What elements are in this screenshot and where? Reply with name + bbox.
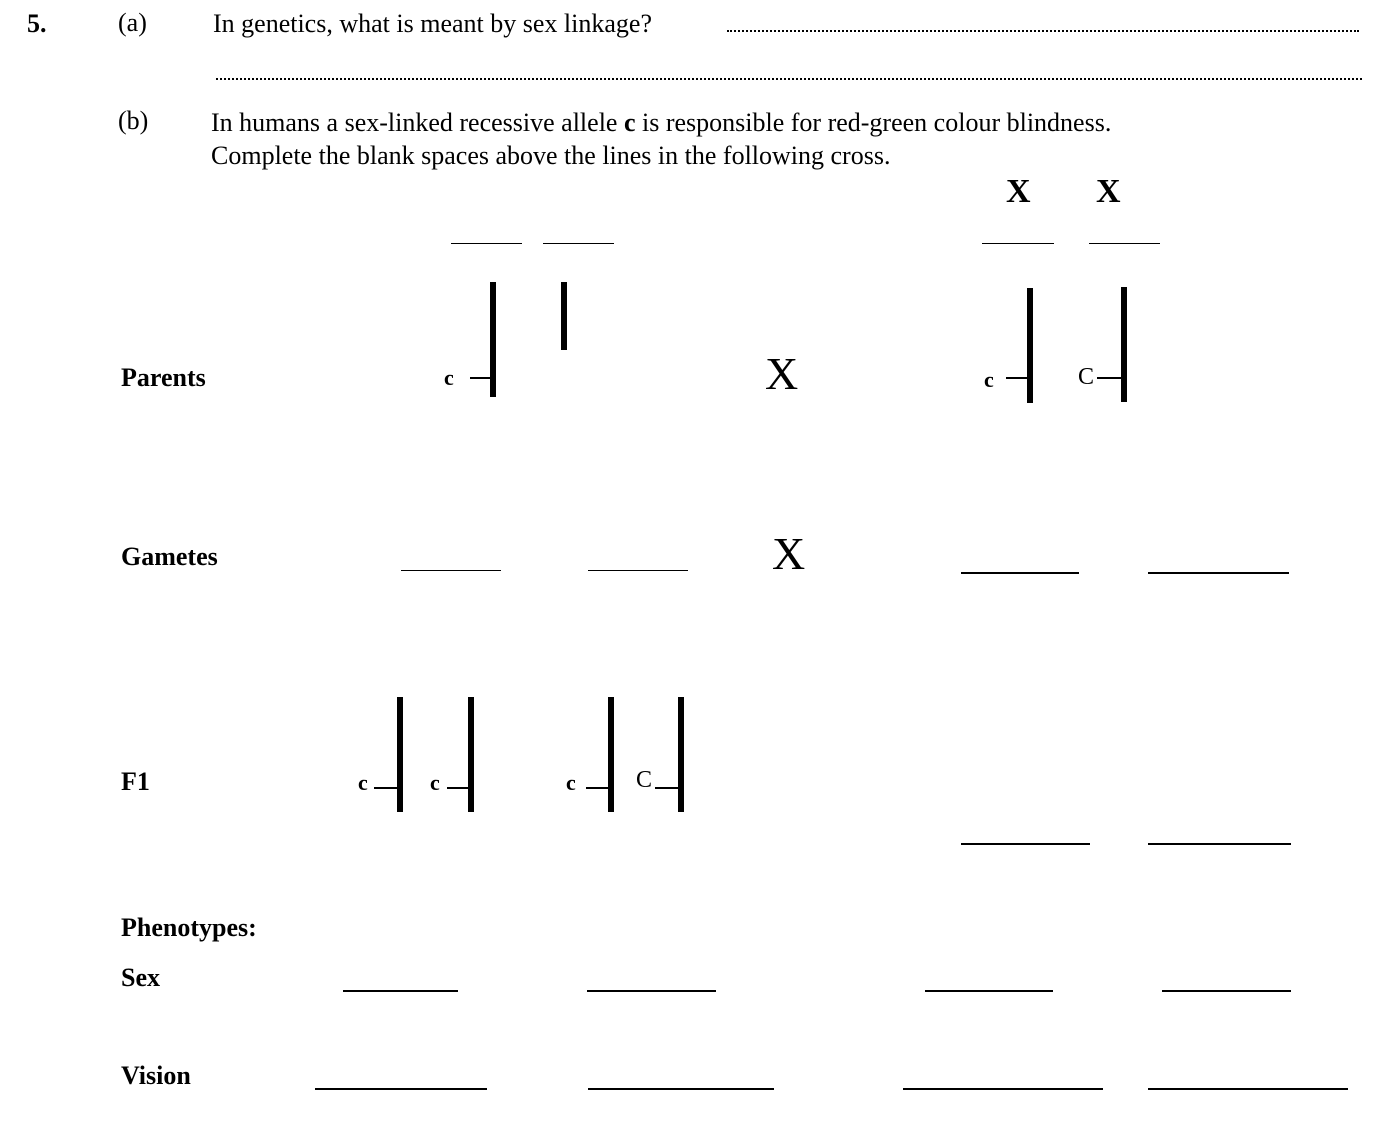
gametes-label: Gametes [121, 542, 218, 571]
vision-blank-1[interactable] [315, 1088, 487, 1090]
f1-blank-1[interactable] [961, 843, 1090, 845]
parent2-allele-2: C [1078, 364, 1095, 390]
female-x-label-1: X [1006, 173, 1031, 210]
f1-allele-2: c [430, 770, 440, 795]
phenotypes-label: Phenotypes: [121, 913, 257, 942]
parent2-allele-tick-2 [1097, 377, 1121, 379]
parent2-blank-2[interactable] [1089, 243, 1160, 244]
parent1-blank-1[interactable] [451, 243, 522, 244]
parent1-allele-1: c [444, 365, 454, 390]
f1-allele-tick-4 [655, 787, 679, 789]
vision-label: Vision [121, 1061, 191, 1090]
f1-chromosome-1 [397, 697, 403, 812]
part-b-text-post: is responsible for red-green colour blindness. [635, 108, 1112, 137]
question-number: 5. [27, 9, 47, 38]
recessive-allele-symbol: c [623, 108, 636, 137]
sex-blank-4[interactable] [1162, 990, 1291, 992]
sex-label: Sex [121, 963, 160, 992]
f1-chromosome-3 [608, 697, 614, 812]
parent2-allele-tick-1 [1006, 377, 1028, 379]
parent1-x-chromosome [490, 282, 496, 397]
gamete-blank-2[interactable] [588, 570, 688, 571]
parent2-blank-1[interactable] [982, 243, 1054, 244]
answer-line-a-2[interactable] [216, 78, 1362, 80]
f1-allele-4: C [636, 767, 653, 793]
part-b-text-line1 [211, 106, 1111, 139]
part-a-label: (a) [118, 8, 147, 37]
f1-allele-1: c [358, 770, 368, 795]
gamete-blank-1[interactable] [401, 570, 501, 571]
gamete-blank-4[interactable] [1148, 572, 1289, 574]
f1-allele-tick-3 [586, 787, 610, 789]
part-b-text-line2: Complete the blank spaces above the lines in the following cross. [211, 141, 891, 170]
parents-label: Parents [121, 363, 206, 392]
f1-chromosome-4 [678, 697, 684, 812]
sex-blank-1[interactable] [343, 990, 458, 992]
parents-cross-symbol: X [765, 348, 799, 399]
answer-line-a-1[interactable] [727, 30, 1359, 32]
sex-blank-3[interactable] [925, 990, 1053, 992]
f1-allele-tick-1 [374, 787, 398, 789]
gamete-blank-3[interactable] [961, 572, 1079, 574]
part-a-question: In genetics, what is meant by sex linkage? [213, 9, 652, 38]
sex-blank-2[interactable] [587, 990, 716, 992]
part-b-text-pre: In humans a sex-linked recessive allele [211, 108, 624, 137]
f1-label: F1 [121, 767, 150, 796]
vision-blank-2[interactable] [588, 1088, 774, 1090]
vision-blank-4[interactable] [1148, 1088, 1348, 1090]
parent2-x-chromosome-1 [1027, 288, 1033, 403]
parent1-y-chromosome [561, 282, 567, 350]
part-b-label: (b) [118, 106, 149, 135]
gametes-cross-symbol: X [772, 528, 806, 579]
parent2-allele-1: c [984, 367, 994, 392]
parent1-blank-2[interactable] [543, 243, 614, 244]
f1-allele-tick-2 [447, 787, 469, 789]
f1-allele-3: c [566, 770, 576, 795]
f1-blank-2[interactable] [1148, 843, 1291, 845]
parent2-x-chromosome-2 [1121, 287, 1127, 402]
f1-chromosome-2 [468, 697, 474, 812]
female-x-label-2: X [1096, 173, 1121, 210]
vision-blank-3[interactable] [903, 1088, 1103, 1090]
